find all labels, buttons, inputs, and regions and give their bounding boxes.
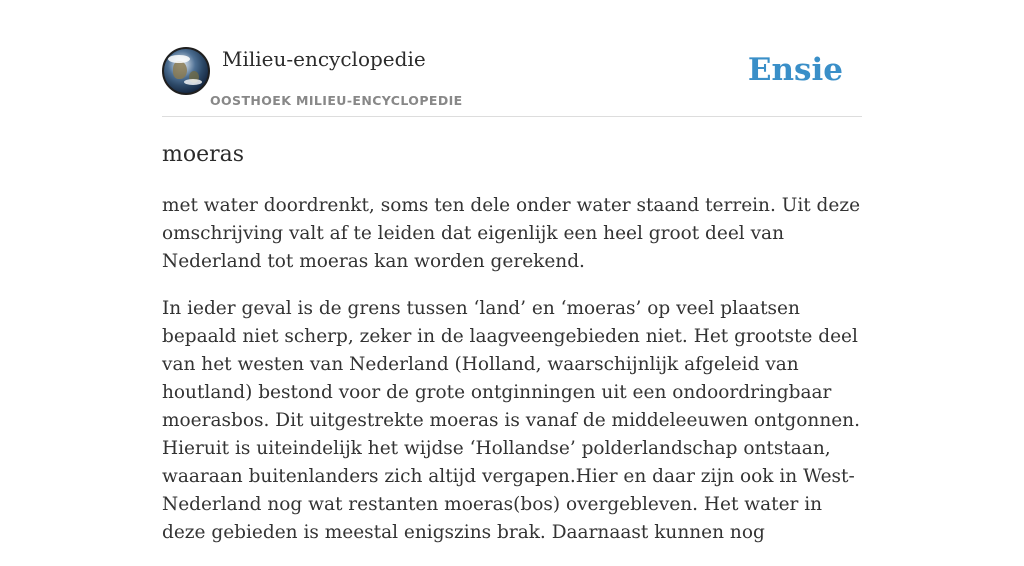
source-title-link[interactable]: Milieu-encyclopedie [222, 47, 426, 71]
entry-paragraph: met water doordrenkt, soms ten dele onder water staand terrein. Uit deze omschrijving valt af te leiden dat eigenlijk een heel groot deel van Nederland tot moeras kan worden gerekend. [162, 195, 861, 272]
earth-globe-icon[interactable] [162, 47, 210, 95]
ensie-logo-link[interactable]: Ensie [747, 52, 843, 88]
entry-body [162, 192, 862, 566]
source-subtitle-link[interactable]: OOSTHOEK MILIEU-ENCYCLOPEDIE [210, 93, 463, 108]
entry-title: moeras [162, 142, 245, 167]
entry-paragraph: In ieder geval is de grens tussen ‘land’ en ‘moeras’ op veel plaatsen bepaald niet scherp, zeker in de laagveengebieden niet. Het grootste deel van het westen van Nederland (Holland, waarschijnlijk afgeleid van houtland) bestond voor de grote ontginningen uit een ondoordringbaar moerasbos. Dit uitgestrekte moeras is vanaf de middeleeuwen ontgonnen. Hieruit is uiteindelijk het wijdse ‘Hollandse’ polderlandschap ontstaan, waaraan buitenlanders zich altijd vergapen.Hier en daar zijn ook in West-Nederland nog wat restanten moeras(bos) overgebleven. Het water in deze gebieden is meestal enigszins brak. Daarnaast kunnen nog [162, 298, 860, 543]
page-header [162, 46, 862, 117]
